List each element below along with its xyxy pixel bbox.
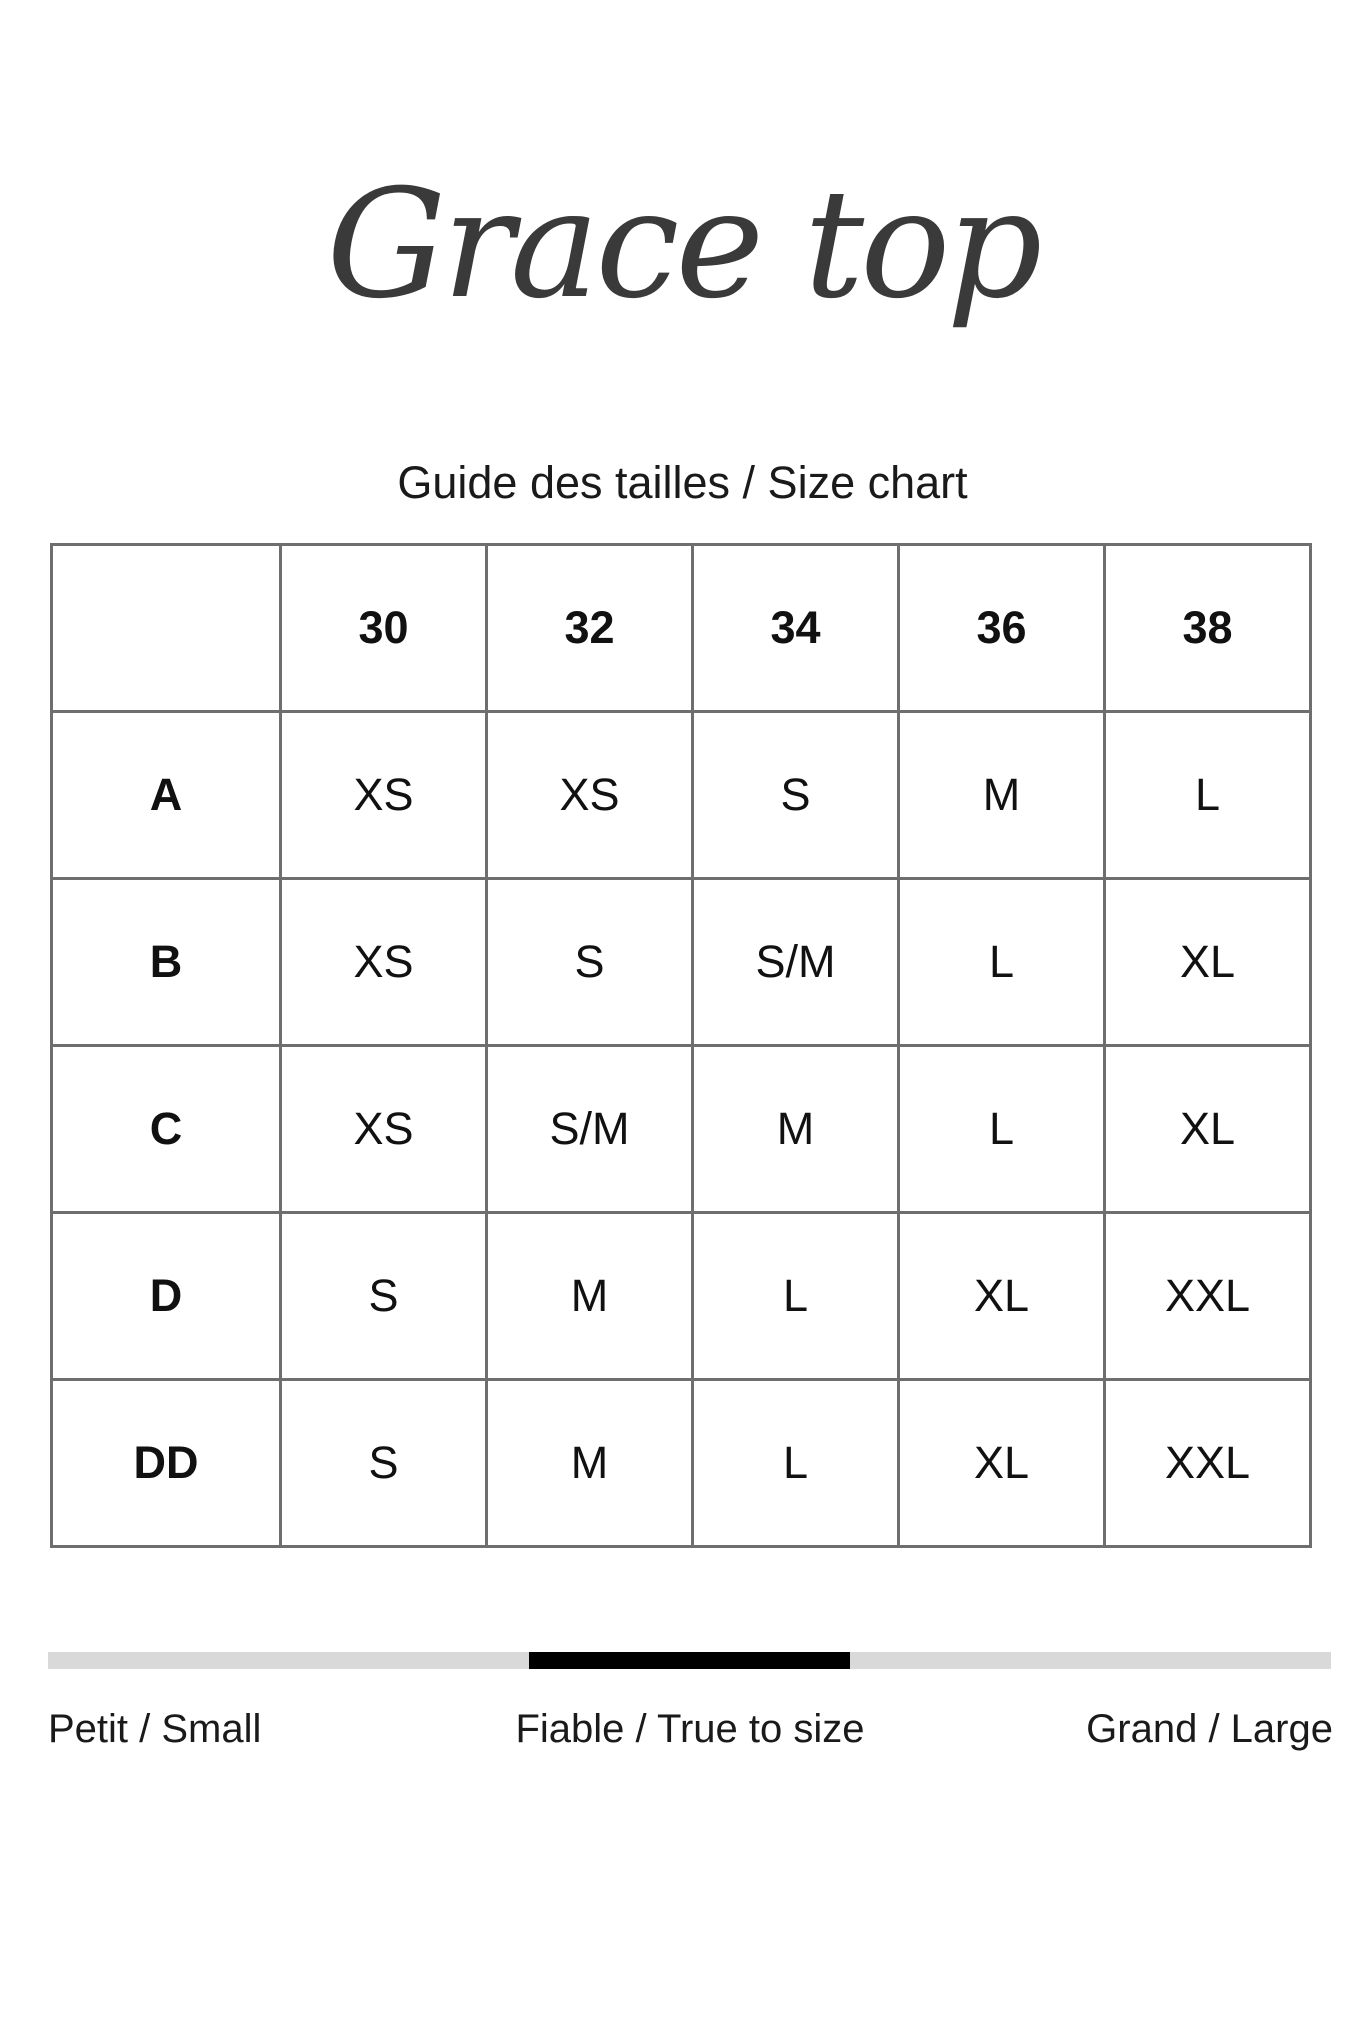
table-row bbox=[52, 1046, 1311, 1213]
table-corner-cell bbox=[52, 545, 281, 712]
fit-scale-track bbox=[48, 1652, 1331, 1669]
size-cell: S bbox=[693, 712, 899, 879]
cup-size-label: DD bbox=[52, 1380, 281, 1547]
size-cell: L bbox=[693, 1213, 899, 1380]
product-title: Grace top bbox=[326, 158, 1039, 332]
fit-label-small: Petit / Small bbox=[48, 1707, 262, 1751]
size-cell: L bbox=[899, 879, 1105, 1046]
cup-size-label: A bbox=[52, 712, 281, 879]
table-row bbox=[52, 879, 1311, 1046]
size-cell: XL bbox=[899, 1213, 1105, 1380]
fit-label-large: Grand / Large bbox=[1086, 1707, 1333, 1751]
size-cell: XL bbox=[899, 1380, 1105, 1547]
size-cell: S bbox=[487, 879, 693, 1046]
size-cell: L bbox=[899, 1046, 1105, 1213]
fit-label-true-to-size: Fiable / True to size bbox=[515, 1707, 865, 1751]
size-cell: M bbox=[899, 712, 1105, 879]
size-cell: S bbox=[281, 1213, 487, 1380]
size-cell: S/M bbox=[487, 1046, 693, 1213]
size-cell: XS bbox=[281, 879, 487, 1046]
band-size-header: 38 bbox=[1105, 545, 1311, 712]
size-cell: XS bbox=[487, 712, 693, 879]
table-row bbox=[52, 1380, 1311, 1547]
size-cell: XXL bbox=[1105, 1380, 1311, 1547]
band-size-header: 36 bbox=[899, 545, 1105, 712]
size-cell: M bbox=[487, 1380, 693, 1547]
size-cell: L bbox=[1105, 712, 1311, 879]
size-cell: XXL bbox=[1105, 1213, 1311, 1380]
size-cell: M bbox=[693, 1046, 899, 1213]
table-row bbox=[52, 712, 1311, 879]
size-cell: XS bbox=[281, 1046, 487, 1213]
table-header-row bbox=[52, 545, 1311, 712]
size-cell: S/M bbox=[693, 879, 899, 1046]
size-cell: L bbox=[693, 1380, 899, 1547]
band-size-header: 34 bbox=[693, 545, 899, 712]
size-chart-heading: Guide des tailles / Size chart bbox=[397, 457, 968, 508]
fit-scale-indicator bbox=[529, 1652, 850, 1669]
size-cell: XL bbox=[1105, 879, 1311, 1046]
size-cell: XS bbox=[281, 712, 487, 879]
size-cell: M bbox=[487, 1213, 693, 1380]
cup-size-label: B bbox=[52, 879, 281, 1046]
cup-size-label: D bbox=[52, 1213, 281, 1380]
size-cell: S bbox=[281, 1380, 487, 1547]
band-size-header: 30 bbox=[281, 545, 487, 712]
size-cell: XL bbox=[1105, 1046, 1311, 1213]
size-chart-table bbox=[50, 543, 1312, 1548]
band-size-header: 32 bbox=[487, 545, 693, 712]
table-row bbox=[52, 1213, 1311, 1380]
cup-size-label: C bbox=[52, 1046, 281, 1213]
